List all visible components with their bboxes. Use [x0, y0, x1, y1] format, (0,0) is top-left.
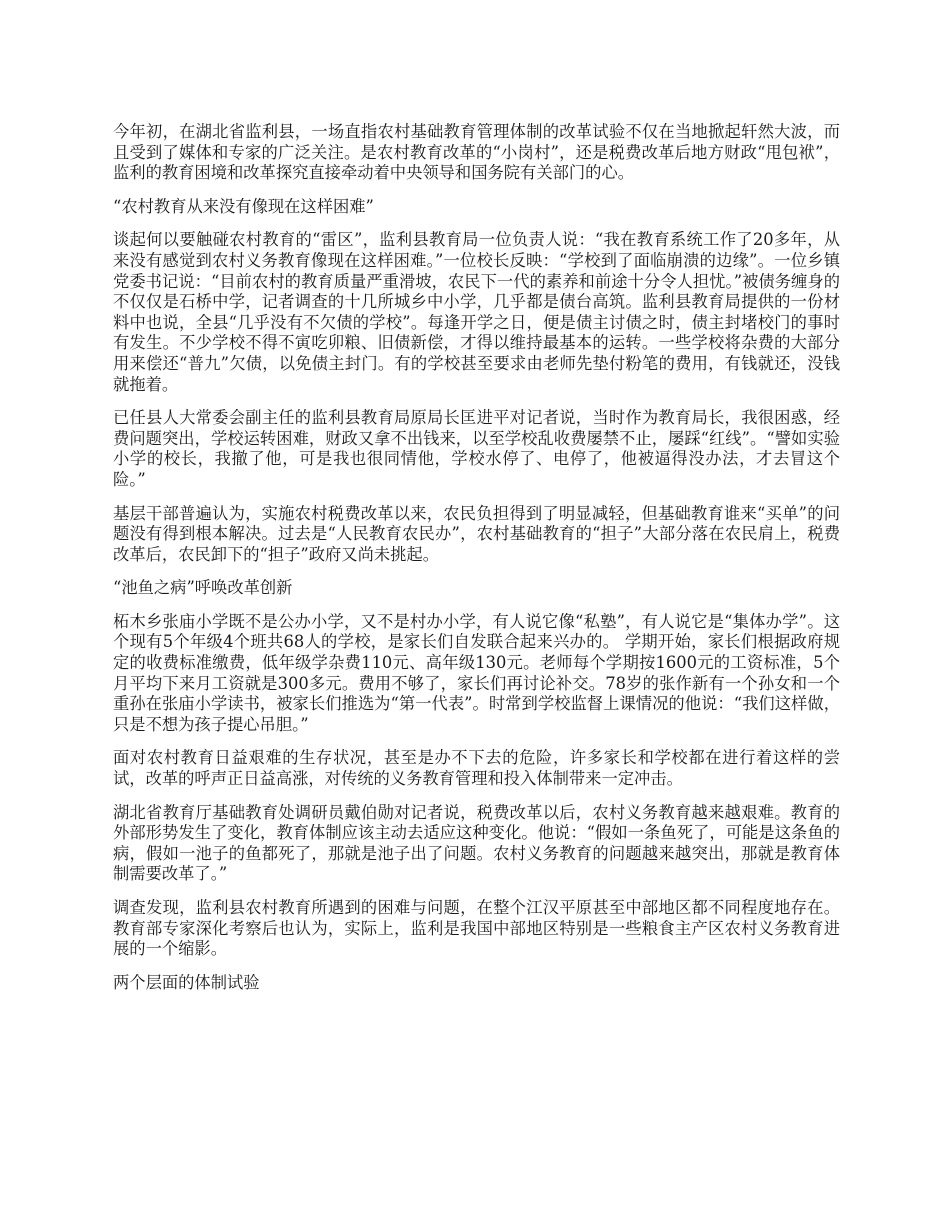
- paragraph-former-director: 已任县人大常委会副主任的监利县教育局原局长匡进平对记者说，当时作为教育局长，我很困惑，经费问题突出，学校运转困难，财政又拿不出钱来，以至学校乱收费屡禁不止，屡踩“红线”。“譬如实验小学的校长，我撤了他，可是我也很同情他，学校水停了、电停了，他被逼得没办法，才去冒这个险。”: [113, 408, 840, 489]
- paragraph-debt: 谈起何以要触碰农村教育的“雷区”，监利县教育局一位负责人说：“我在教育系统工作了20多年，从来没有感觉到农村义务教育像现在这样困难。”一位校长反映：“学校到了面临崩溃的边缘”。一位乡镇党委书记说：“目前农村的教育质量严重滑坡，农民下一代的素养和前途十分令人担忧。”被债务缠身的不仅仅是石桥中学，记者调查的十几所城乡中小学，几乎都是债台高筑。监利县教育局提供的一份材料中也说，全县“几乎没有不欠债的学校”。每逢开学之日，便是债主讨债之时，债主封堵校门的事时有发生。不少学校不得不寅吃卯粮、旧债新偿，才得以维持最基本的运转。一些学校将杂费的大部分用来偿还“普九”欠债，以免债主封门。有的学校甚至要求由老师先垫付粉笔的费用，有钱就还，没钱就拖着。: [113, 230, 840, 394]
- paragraph-zhangmiao-school: 柘木乡张庙小学既不是公办小学，又不是村办小学，有人说它像“私塾”，有人说它是“集体办学”。这个现有5个年级4个班共68人的学校，是家长们自发联合起来兴办的。 学期开始，家长们根据政府规定的收费标准缴费，低年级学杂费110元、高年级130元。老师每个学期按1600元的工资标准，5个月平均下来月工资就是300多元。费用不够了，家长们再讨论补交。78岁的张作新有一个孙女和一个重孙在张庙小学读书，被家长们推选为“第一代表”。时常到学校监督上课情况的他说：“我们这样做，只是不想为孩子提心吊胆。”: [113, 611, 840, 734]
- paragraph-tax-reform: 基层干部普遍认为，实施农村税费改革以来，农民负担得到了明显减轻，但基础教育谁来“买单”的问题没有得到根本解决。过去是“人民教育农民办”，农村基础教育的“担子”大部分落在农民肩上，税费改革后，农民卸下的“担子”政府又尚未挑起。: [113, 503, 840, 564]
- section-heading-pond-fish: “池鱼之病”呼唤改革创新: [113, 578, 293, 598]
- document-page: [113, 122, 840, 1006]
- section-heading-two-levels: 两个层面的体制试验: [113, 972, 260, 992]
- paragraph-attempts: 面对农村教育日益艰难的生存状况，甚至是办不下去的危险，许多家长和学校都在进行着这样的尝试，改革的呼声正日益高涨，对传统的义务教育管理和投入体制带来一定冲击。: [113, 748, 840, 789]
- paragraph-provincial-view: 湖北省教育厅基础教育处调研员戴伯勋对记者说，税费改革以后，农村义务教育越来越艰难。教育的外部形势发生了变化，教育体制应该主动去适应这种变化。他说：“假如一条鱼死了，可能是这条鱼的病，假如一池子的鱼都死了，那就是池子出了问题。农村义务教育的问题越来越突出，那就是教育体制需要改革了。”: [113, 802, 840, 884]
- section-heading-difficulty: “农村教育从来没有像现在这样困难”: [113, 196, 374, 216]
- paragraph-intro: 今年初，在湖北省监利县，一场直指农村基础教育管理体制的改革试验不仅在当地掀起轩然大波，而且受到了媒体和专家的广泛关注。是农村教育改革的“小岗村”，还是税费改革后地方财政“甩包袱”，监利的教育困境和改革探究直接牵动着中央领导和国务院有关部门的心。: [113, 122, 840, 183]
- paragraph-survey: 调查发现，监利县农村教育所遇到的困难与问题，在整个江汉平原甚至中部地区都不同程度地存在。教育部专家深化考察后也认为，实际上，监利是我国中部地区特别是一些粮食主产区农村义务教育进展的一个缩影。: [113, 898, 840, 959]
